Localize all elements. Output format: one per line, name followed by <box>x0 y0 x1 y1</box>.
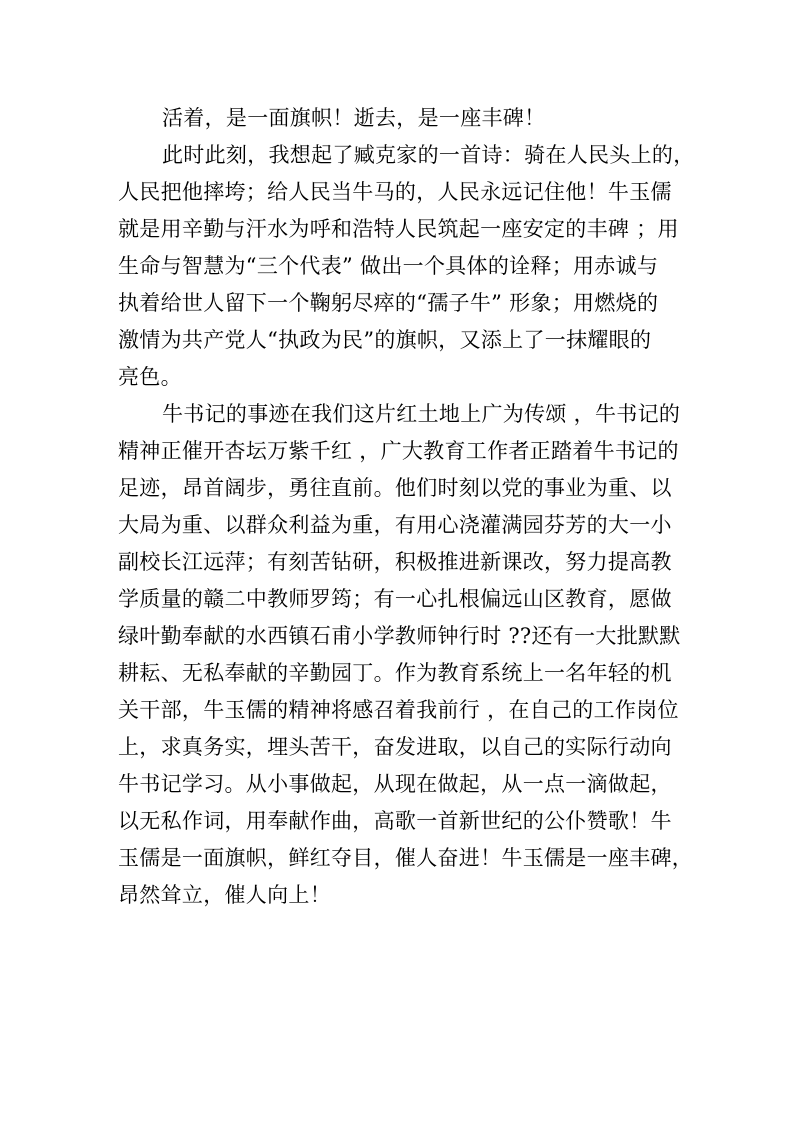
text-line: 以无私作词，用奉献作曲，高歌一首新世纪的公仆赞歌！牛 <box>118 809 672 833</box>
text-line: 生命与智慧为“三个代表” 做出一个具体的诠释；用赤诚与 <box>118 254 659 278</box>
text-line: 足迹，昂首阔步，勇往直前。他们时刻以党的事业为重、以 <box>118 476 672 500</box>
text-line: 牛书记学习。从小事做起，从现在做起，从一点一滴做起， <box>118 772 672 796</box>
text-line: 此时此刻，我想起了臧克家的一首诗：骑在人民头上的， <box>162 143 695 167</box>
text-line: 昂然耸立，催人向上！ <box>118 883 331 907</box>
text-line: 绿叶勤奉献的水西镇石甫小学教师钟行时 ??还有一大批默默 <box>118 624 681 648</box>
text-line: 学质量的赣二中教师罗筠；有一心扎根偏远山区教育，愿做 <box>118 587 672 611</box>
text-line: 活着，是一面旗帜！逝去，是一座丰碑！ <box>162 106 546 130</box>
text-line: 执着给世人留下一个鞠躬尽瘁的“孺子牛” 形象；用燃烧的 <box>118 291 659 315</box>
text-line: 牛书记的事迹在我们这片红土地上广为传颂 ，牛书记的 <box>162 402 681 426</box>
text-line: 玉儒是一面旗帜，鲜红夺目，催人奋进！牛玉儒是一座丰碑， <box>118 846 694 870</box>
text-line: 上，求真务实，埋头苦干，奋发进取，以自己的实际行动向 <box>118 735 672 759</box>
text-line: 激情为共产党人“执政为民”的旗帜，又添上了一抹耀眼的 <box>118 328 652 352</box>
text-line: 副校长江远萍；有刻苦钻研，积极推进新课改，努力提高教 <box>118 550 672 574</box>
text-line: 亮色。 <box>118 365 182 389</box>
text-line: 人民把他摔垮；给人民当牛马的，人民永远记住他！牛玉儒 <box>118 180 672 204</box>
text-line: 耕耘、无私奉献的辛勤园丁。作为教育系统上一名年轻的机 <box>118 661 672 685</box>
text-line: 大局为重、以群众利益为重，有用心浇灌满园芬芳的大一小 <box>118 513 672 537</box>
text-line: 关干部，牛玉儒的精神将感召着我前行 ，在自己的工作岗位 <box>118 698 679 722</box>
text-line: 精神正催开杏坛万紫千红 ，广大教育工作者正踏着牛书记的 <box>118 439 679 463</box>
body-text <box>118 100 698 914</box>
text-line: 就是用辛勤与汗水为呼和浩特人民筑起一座安定的丰碑 ；用 <box>118 217 679 241</box>
